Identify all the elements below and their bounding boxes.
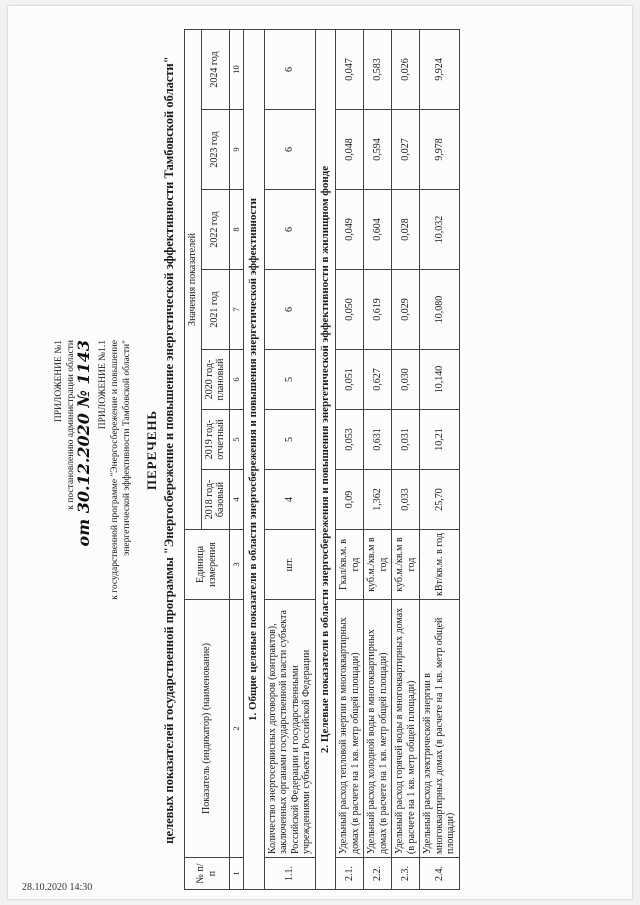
value-cell: 0,631 xyxy=(364,410,392,470)
section-2-heading: 2. Целевые показатели в области энергосбережения и повышения энергетической эффективности в жилищном фонде xyxy=(315,29,336,889)
indicator-name: Удельный расход электрической энергии в многоквартирных домах (в расчете на 1 кв. метр общей площади) xyxy=(420,600,460,858)
table-row xyxy=(264,29,315,889)
appendix-line-5: энергетической эффективности Тамбовской области" xyxy=(122,340,132,556)
value-cell: 0,028 xyxy=(392,190,420,270)
value-cell: 0,050 xyxy=(336,270,364,350)
value-cell: 9,924 xyxy=(420,29,460,109)
value-cell: 0,029 xyxy=(392,270,420,350)
column-number: 9 xyxy=(229,110,244,190)
column-number: 10 xyxy=(229,29,244,109)
document-title: ПЕРЕЧЕНЬ xyxy=(144,409,159,491)
row-number: 2.1. xyxy=(336,858,364,890)
header-unit: Единица измерения xyxy=(185,530,230,600)
section-1-heading: 1. Общие целевые показатели в области энергосбережения и повышения энергетической эффективности xyxy=(244,29,265,889)
appendix-line-4: к государственной программе "Энергосбережение и повышение xyxy=(110,340,120,600)
header-year: 2024 год xyxy=(201,29,229,109)
indicators-table xyxy=(184,29,460,890)
value-cell: 0,583 xyxy=(364,29,392,109)
value-cell: 0,030 xyxy=(392,350,420,410)
table-row xyxy=(392,29,420,889)
row-number: 1.1. xyxy=(264,858,315,890)
indicator-name: Удельный расход холодной воды в многоквартирных домах (в расчете на 1 кв. метр общей площади) xyxy=(364,600,392,858)
unit-cell: куб.м./кв.м в год xyxy=(392,530,420,600)
row-number: 2.4. xyxy=(420,858,460,890)
value-cell: 0,604 xyxy=(364,190,392,270)
column-number: 6 xyxy=(229,350,244,410)
value-cell: 4 xyxy=(264,470,315,530)
table-row xyxy=(420,29,460,889)
appendix-line-1: ПРИЛОЖЕНИЕ №1 xyxy=(54,340,64,423)
unit-cell: Гкал/кв.м. в год xyxy=(336,530,364,600)
value-cell: 0,026 xyxy=(392,29,420,109)
column-number: 4 xyxy=(229,470,244,530)
column-number: 5 xyxy=(229,410,244,470)
document-page xyxy=(8,6,632,899)
section-heading-row xyxy=(315,29,336,889)
header-year: 2022 год xyxy=(201,190,229,270)
column-number: 1 xyxy=(229,858,244,890)
value-cell: 9,978 xyxy=(420,110,460,190)
value-cell: 0,049 xyxy=(336,190,364,270)
column-number: 7 xyxy=(229,270,244,350)
header-year: 2023 год xyxy=(201,110,229,190)
header-year: 2021 год xyxy=(201,270,229,350)
row-number: 2.2. xyxy=(364,858,392,890)
value-cell: 5 xyxy=(264,350,315,410)
value-cell: 1,362 xyxy=(364,470,392,530)
value-cell: 0,053 xyxy=(336,410,364,470)
column-number: 2 xyxy=(229,600,244,858)
table-row xyxy=(364,29,392,889)
column-number-row xyxy=(229,29,244,889)
value-cell: 6 xyxy=(264,110,315,190)
value-cell: 6 xyxy=(264,29,315,109)
indicator-name: Количество энергосервисных договоров (контрактов), заключенных органами государственной власти субъекта Российской Федерации и государственными учреждениями субъекта Российской Федерации xyxy=(264,600,315,858)
header-num: № п/п xyxy=(185,858,230,890)
value-cell: 0,027 xyxy=(392,110,420,190)
value-cell: 0,619 xyxy=(364,270,392,350)
value-cell: 0,048 xyxy=(336,110,364,190)
indicator-name: Удельный расход горячей воды в многоквартирных домах (в расчете на 1 кв. метр общей площади) xyxy=(392,600,420,858)
value-cell: 0,627 xyxy=(364,350,392,410)
section-heading-row xyxy=(244,29,265,889)
value-cell: 0,047 xyxy=(336,29,364,109)
value-cell: 0,09 xyxy=(336,470,364,530)
appendix-line-2: к постановлению администрации области xyxy=(66,340,76,510)
header-year: 2020 год-плановый xyxy=(201,350,229,410)
appendix-line-3: ПРИЛОЖЕНИЕ №1.1 xyxy=(98,340,108,430)
column-number: 3 xyxy=(229,530,244,600)
header-year: 2018 год-базовый xyxy=(201,470,229,530)
header-values-group: Значения показателей xyxy=(185,29,202,529)
value-cell: 10,032 xyxy=(420,190,460,270)
value-cell: 6 xyxy=(264,270,315,350)
value-cell: 10,080 xyxy=(420,270,460,350)
value-cell: 25,70 xyxy=(420,470,460,530)
value-cell: 0,033 xyxy=(392,470,420,530)
value-cell: 5 xyxy=(264,410,315,470)
unit-cell: кВт/кв.м. в год xyxy=(420,530,460,600)
handwritten-decree-date: от 30.12.2020 № 1143 xyxy=(74,340,93,547)
unit-cell: шт. xyxy=(264,530,315,600)
value-cell: 0,031 xyxy=(392,410,420,470)
header-year: 2019 год-отчетный xyxy=(201,410,229,470)
print-timestamp: 28.10.2020 14:30 xyxy=(22,882,93,893)
header-indicator: Показатель (индикатор) (наименование) xyxy=(185,600,230,858)
value-cell: 6 xyxy=(264,190,315,270)
rotated-landscape-content xyxy=(12,10,622,890)
value-cell: 10,140 xyxy=(420,350,460,410)
value-cell: 0,594 xyxy=(364,110,392,190)
unit-cell: куб.м./кв.м в год xyxy=(364,530,392,600)
row-number: 2.3. xyxy=(392,858,420,890)
table-row xyxy=(336,29,364,889)
column-number: 8 xyxy=(229,190,244,270)
document-subtitle: целевых показателей государственной программы "Энергосбережение и повышение энергетической эффективности Тамбовской области" xyxy=(162,56,176,844)
indicator-name: Удельный расход тепловой энергии в многоквартирных домах (в расчете на 1 кв. метр общей площади) xyxy=(336,600,364,858)
value-cell: 10,21 xyxy=(420,410,460,470)
header-row-1 xyxy=(185,29,202,889)
value-cell: 0,051 xyxy=(336,350,364,410)
